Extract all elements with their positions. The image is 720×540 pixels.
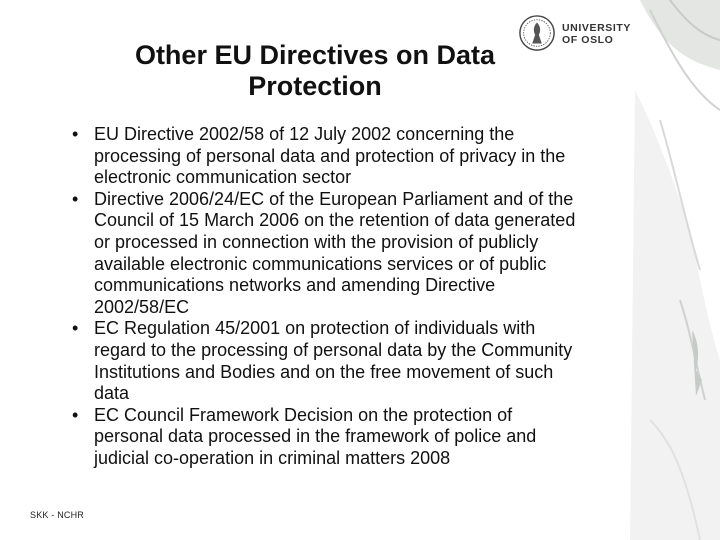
slide-title-line1: Other EU Directives on Data — [134, 40, 496, 70]
bullet-text: EU Directive 2002/58 of 12 July 2002 concerning the processing of personal data and protection of privacy in the electronic communication sector — [94, 124, 566, 188]
slide-title-line2: Protection — [248, 71, 382, 102]
bullet-text: EC Council Framework Decision on the protection of personal data processed in the framework of police and judicial co-operation in criminal matters 2008 — [94, 404, 537, 468]
bullet-text: EC Regulation 45/2001 on protection of individuals with regard to the processing of personal data by the Community Institutions and Bodies and on the free movement of such data — [94, 318, 573, 404]
bullet-dot: • — [72, 188, 79, 209]
footer-label: SKK - NCHR — [30, 510, 85, 520]
bullet-item — [72, 405, 582, 470]
university-name-line2: OF OSLO — [562, 34, 614, 47]
bullet-dot: • — [72, 124, 79, 144]
bullet-item — [72, 189, 582, 319]
bullet-list — [72, 124, 582, 470]
university-name-line1: UNIVERSITY — [562, 22, 632, 34]
bullet-item — [72, 318, 582, 404]
bullet-dot: • — [72, 404, 79, 425]
bullet-item — [72, 124, 582, 189]
bullet-text: Directive 2006/24/EC of the European Parliament and of the Council of 15 March 2006 on the retention of data generated or processed in connection with the provision of publicly available electronic communications services or of public communications networks and amending Directive 2002/58/EC — [94, 188, 576, 317]
university-name — [562, 22, 631, 46]
bullet-dot: • — [72, 318, 79, 339]
decorative-figure-border — [630, 0, 720, 540]
slide-title — [60, 40, 570, 102]
